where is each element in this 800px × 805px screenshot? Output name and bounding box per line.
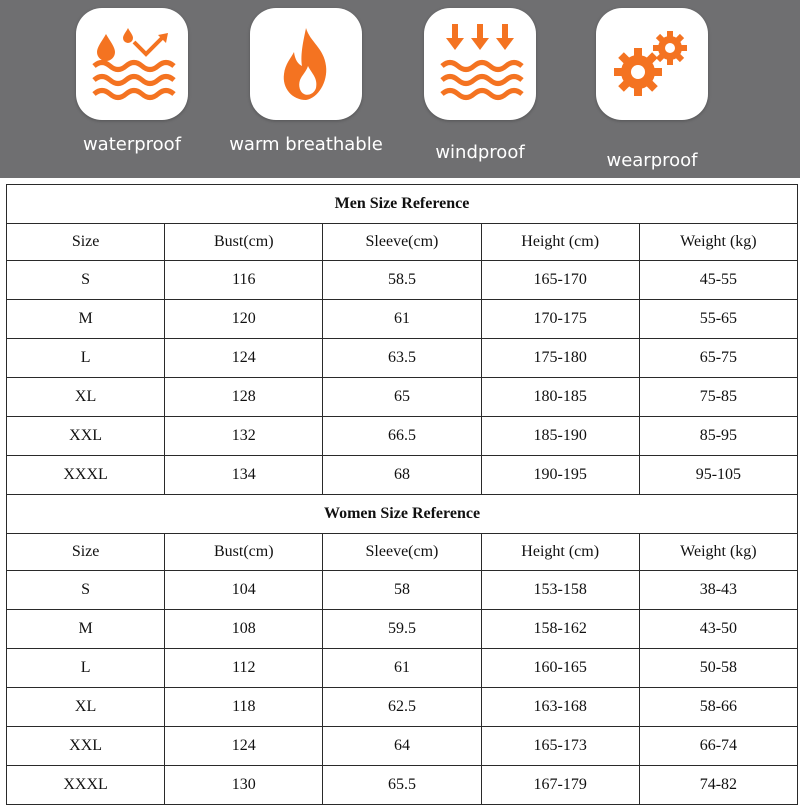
- cell-sleeve: 59.5: [323, 610, 481, 649]
- cell-size: M: [7, 610, 165, 649]
- cell-bust: 118: [165, 688, 323, 727]
- cell-size: L: [7, 339, 165, 378]
- men-header-row: [7, 224, 798, 261]
- warm-tile: [250, 8, 362, 120]
- cell-size: XXL: [7, 727, 165, 766]
- table-row: [7, 456, 798, 495]
- cell-bust: 130: [165, 766, 323, 805]
- waterproof-icon: [76, 8, 188, 120]
- table-row: [7, 300, 798, 339]
- cell-sleeve: 65: [323, 378, 481, 417]
- cell-bust: 134: [165, 456, 323, 495]
- cell-sleeve: 58.5: [323, 261, 481, 300]
- cell-sleeve: 61: [323, 300, 481, 339]
- cell-weight: 58-66: [639, 688, 797, 727]
- cell-size: XXXL: [7, 766, 165, 805]
- cell-bust: 112: [165, 649, 323, 688]
- table-row: [7, 727, 798, 766]
- cell-height: 163-168: [481, 688, 639, 727]
- table-row: [7, 417, 798, 456]
- size-tables: [6, 184, 798, 805]
- table-row: [7, 339, 798, 378]
- cell-height: 180-185: [481, 378, 639, 417]
- cell-height: 185-190: [481, 417, 639, 456]
- cell-size: S: [7, 261, 165, 300]
- cell-bust: 116: [165, 261, 323, 300]
- column-header: Weight (kg): [639, 224, 797, 261]
- windproof-tile: [424, 8, 536, 120]
- cell-weight: 95-105: [639, 456, 797, 495]
- cell-height: 167-179: [481, 766, 639, 805]
- table-row: [7, 571, 798, 610]
- cell-size: S: [7, 571, 165, 610]
- cell-height: 175-180: [481, 339, 639, 378]
- cell-sleeve: 66.5: [323, 417, 481, 456]
- table-row: [7, 378, 798, 417]
- cell-bust: 132: [165, 417, 323, 456]
- cell-sleeve: 64: [323, 727, 481, 766]
- cell-height: 165-170: [481, 261, 639, 300]
- cell-weight: 75-85: [639, 378, 797, 417]
- feature-wearproof: [582, 8, 732, 178]
- cell-weight: 50-58: [639, 649, 797, 688]
- column-header: Size: [7, 224, 165, 261]
- column-header: Height (cm): [481, 534, 639, 571]
- cell-weight: 43-50: [639, 610, 797, 649]
- cell-sleeve: 63.5: [323, 339, 481, 378]
- column-header: Sleeve(cm): [323, 224, 481, 261]
- men-size-table: [6, 184, 798, 805]
- feature-windproof: [410, 8, 560, 178]
- table-row: [7, 688, 798, 727]
- cell-size: XL: [7, 378, 165, 417]
- women-header-row: [7, 534, 798, 571]
- cell-bust: 108: [165, 610, 323, 649]
- cell-sleeve: 68: [323, 456, 481, 495]
- cell-sleeve: 65.5: [323, 766, 481, 805]
- cell-sleeve: 61: [323, 649, 481, 688]
- column-header: Size: [7, 534, 165, 571]
- cell-size: L: [7, 649, 165, 688]
- cell-bust: 124: [165, 339, 323, 378]
- flame-icon: [250, 8, 362, 120]
- feature-label: windproof: [435, 142, 525, 163]
- cell-weight: 45-55: [639, 261, 797, 300]
- cell-size: M: [7, 300, 165, 339]
- column-header: Bust(cm): [165, 534, 323, 571]
- cell-height: 153-158: [481, 571, 639, 610]
- waterproof-tile: [76, 8, 188, 120]
- cell-height: 170-175: [481, 300, 639, 339]
- cell-height: 158-162: [481, 610, 639, 649]
- cell-sleeve: 58: [323, 571, 481, 610]
- windproof-icon: [424, 8, 536, 120]
- table-row: [7, 261, 798, 300]
- women-table-title: Women Size Reference: [7, 495, 798, 534]
- feature-banner: [0, 0, 800, 178]
- cell-bust: 120: [165, 300, 323, 339]
- cell-height: 165-173: [481, 727, 639, 766]
- cell-bust: 104: [165, 571, 323, 610]
- cell-weight: 74-82: [639, 766, 797, 805]
- feature-warm-breathable: [229, 8, 386, 178]
- cell-sleeve: 62.5: [323, 688, 481, 727]
- cell-bust: 124: [165, 727, 323, 766]
- table-row: [7, 610, 798, 649]
- cell-size: XXXL: [7, 456, 165, 495]
- cell-weight: 55-65: [639, 300, 797, 339]
- cell-weight: 85-95: [639, 417, 797, 456]
- cell-weight: 65-75: [639, 339, 797, 378]
- men-table-title: Men Size Reference: [7, 185, 798, 224]
- column-header: Height (cm): [481, 224, 639, 261]
- wearproof-tile: [596, 8, 708, 120]
- cell-weight: 66-74: [639, 727, 797, 766]
- feature-label: warm breathable: [229, 134, 383, 155]
- feature-waterproof: [62, 8, 212, 178]
- cell-height: 160-165: [481, 649, 639, 688]
- cell-size: XL: [7, 688, 165, 727]
- feature-label: waterproof: [82, 134, 182, 155]
- cell-size: XXL: [7, 417, 165, 456]
- table-row: [7, 649, 798, 688]
- column-header: Weight (kg): [639, 534, 797, 571]
- column-header: Bust(cm): [165, 224, 323, 261]
- feature-label: wearproof: [606, 150, 698, 171]
- cell-weight: 38-43: [639, 571, 797, 610]
- cell-height: 190-195: [481, 456, 639, 495]
- column-header: Sleeve(cm): [323, 534, 481, 571]
- table-row: [7, 766, 798, 805]
- cell-bust: 128: [165, 378, 323, 417]
- gears-icon: [596, 8, 708, 120]
